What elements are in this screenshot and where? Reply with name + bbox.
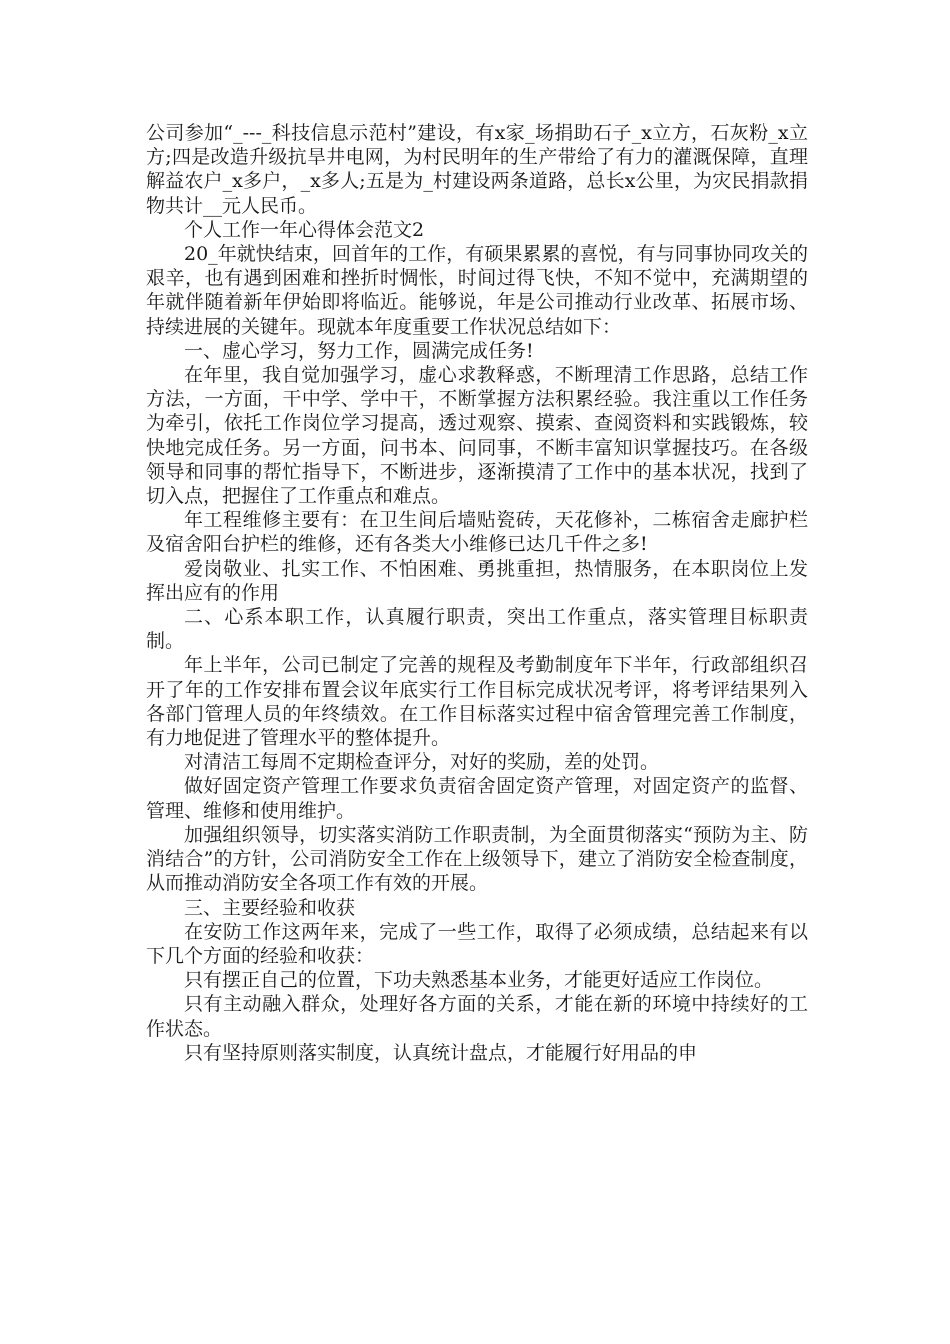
paragraph: 只有坚持原则落实制度，认真统计盘点，才能履行好用品的申 xyxy=(184,1041,698,1064)
paragraph: 加强组织领导，切实落实消防工作职责制，为全面贯彻落实“预防为主、防消结合”的方针，公司消防安全工作在上级领导下，建立了消防安全检查制度，从而推动消防安全各项工作有效的开展。 xyxy=(146,823,808,895)
heading-1: 一、虚心学习，努力工作，圆满完成任务! xyxy=(184,339,534,362)
section-title: 个人工作一年心得体会范文2 xyxy=(184,218,425,241)
document-body xyxy=(146,121,808,1065)
paragraph: 年工程维修主要有：在卫生间后墙贴瓷砖，天花修补，二栋宿舍走廊护栏及宿舍阳台护栏的维修，还有各类大小维修已达几千件之多! xyxy=(146,509,808,556)
paragraph: 20_年就快结束，回首年的工作，有硕果累累的喜悦，有与同事协同攻关的艰辛，也有遇到困难和挫折时惆怅，时间过得飞快，不知不觉中，充满期望的年就伴随着新年伊始即将临近。能够说，年是公司推动行业改革、拓展市场、持续进展的关键年。现就本年度重要工作状况总结如下： xyxy=(146,243,808,338)
paragraph: 年上半年，公司已制定了完善的规程及考勤制度年下半年，行政部组织召开了年的工作安排布置会议年底实行工作目标完成状况考评，将考评结果列入各部门管理人员的年终绩效。在工作目标落实过程中宿舍管理完善工作制度，有力地促进了管理水平的整体提升。 xyxy=(146,654,808,750)
paragraph-continuation: 公司参加“_---_科技信息示范村”建设，有x家_场捐助石子_x立方，石灰粉_x立方;四是改造升级抗旱井电网，为村民明年的生产带给了有力的灌溉保障，直理解益农户_x多户，_x多人;五是为_村建设两条道路，总长x公里，为灾民捐款捐物共计__元人民币。 xyxy=(146,122,808,217)
paragraph: 对清洁工每周不定期检查评分，对好的奖励，差的处罚。 xyxy=(184,751,660,774)
paragraph: 爱岗敬业、扎实工作、不怕困难、勇挑重担，热情服务，在本职岗位上发挥出应有的作用 xyxy=(146,557,808,604)
paragraph: 在年里，我自觉加强学习，虚心求教释惑，不断理清工作思路，总结工作方法，一方面，干中学、学中干，不断掌握方法积累经验。我注重以工作任务为牵引，依托工作岗位学习提高，透过观察、摸索、查阅资料和实践锻炼，较快地完成任务。另一方面，问书本、问同事，不断丰富知识掌握技巧。在各级领导和同事的帮忙指导下，不断进步，逐渐摸清了工作中的基本状况，找到了切入点，把握住了工作重点和难点。 xyxy=(146,364,808,508)
heading-3: 三、主要经验和收获 xyxy=(184,896,356,919)
heading-2: 二、心系本职工作，认真履行职责，突出工作重点，落实管理目标职责制。 xyxy=(146,606,808,653)
paragraph: 在安防工作这两年来，完成了一些工作，取得了必须成绩，总结起来有以下几个方面的经验和收获： xyxy=(146,920,808,967)
paragraph: 做好固定资产管理工作要求负责宿舍固定资产管理，对固定资产的监督、管理、维修和使用维护。 xyxy=(146,775,808,822)
paragraph: 只有主动融入群众，处理好各方面的关系，才能在新的环境中持续好的工作状态。 xyxy=(146,993,808,1040)
paragraph: 只有摆正自己的位置，下功夫熟悉基本业务，才能更好适应工作岗位。 xyxy=(184,969,774,992)
